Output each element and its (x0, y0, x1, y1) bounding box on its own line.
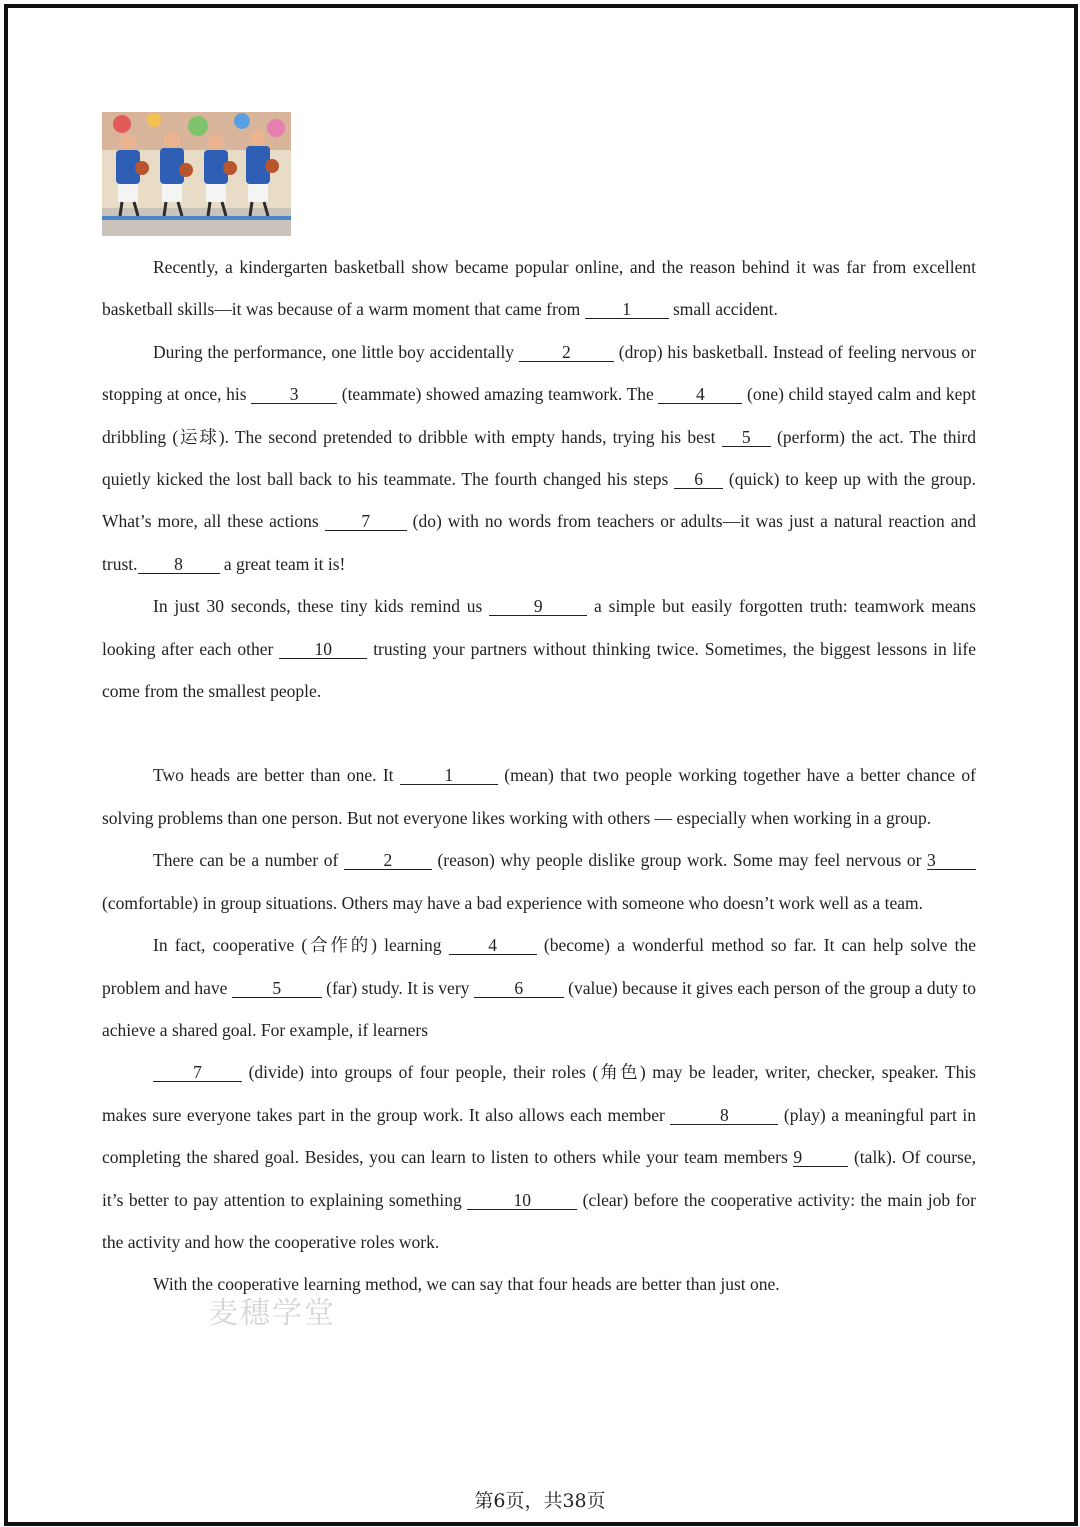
blank-2-5[interactable]: 5 (232, 979, 322, 998)
blank-2-10[interactable]: 10 (467, 1191, 577, 1210)
passage2-paragraph-4: 7 (divide) into groups of four people, their roles (角色) may be leader, writer, checker, speaker. This makes sure everyone takes part in the group work. It also allows each member 8 (play) a meaningful part in completing the shared goal. Besides, you can learn to listen to others while your team members 9 (talk). Of course, it’s better to pay attention to explaining something 10 (clear) before the cooperative activity: the main job for the activity and how the cooperative roles work. (102, 1062, 976, 1252)
blank-2-8[interactable]: 8 (670, 1106, 778, 1125)
blank-3[interactable]: 3 (251, 385, 337, 404)
watermark: 麦穗学堂 (208, 1296, 336, 1331)
blank-2-7[interactable]: 7 (153, 1063, 242, 1082)
blank-2-3[interactable]: 3 (927, 851, 976, 870)
blank-9[interactable]: 9 (489, 597, 587, 616)
blank-2-1[interactable]: 1 (400, 766, 498, 785)
passage2-paragraph-2: There can be a number of 2 (reason) why people dislike group work. Some may feel nervous or 3 (comfortable) in group situations. Others may have a bad experience with someone who doesn’t work well as a team. (102, 839, 976, 924)
blank-2-4[interactable]: 4 (449, 936, 537, 955)
blank-4[interactable]: 4 (658, 385, 742, 404)
exercise-text (102, 246, 976, 1306)
blank-2-2[interactable]: 2 (344, 851, 432, 870)
blank-5[interactable]: 5 (722, 428, 771, 447)
passage-separator (102, 712, 976, 754)
passage2-paragraph-3: In fact, cooperative (合作的) learning 4 (become) a wonderful method so far. It can help solve the problem and have 5 (far) study. It is very 6 (value) because it gives each person of the group a duty to achieve a shared goal. For example, if learners (102, 935, 976, 1040)
blank-1[interactable]: 1 (585, 300, 669, 319)
blank-10[interactable]: 10 (279, 640, 367, 659)
passage2-paragraph-5: With the cooperative learning method, we can say that four heads are better than just one. (153, 1274, 780, 1295)
blank-2-6[interactable]: 6 (474, 979, 564, 998)
passage2-paragraph-1: Two heads are better than one. It 1 (mean) that two people working together have a better chance of solving problems than one person. But not everyone likes working with others — especially when working in a group. (102, 765, 976, 828)
blank-7[interactable]: 7 (325, 512, 407, 531)
passage1-paragraph-2: During the performance, one little boy accidentally 2 (drop) his basketball. Instead of feeling nervous or stopping at once, his 3 (teammate) showed amazing teamwork. The 4 (one) child stayed calm and kept dribbling (运球). The second pretended to dribble with empty hands, trying his best 5 (perform) the act. The third quietly kicked the lost ball back to his teammate. The fourth changed his steps 6 (quick) to keep up with the group. What’s more, all these actions 7 (do) with no words from teachers or adults—it was just a natural reaction and trust. 8 a great team it is! (102, 341, 977, 574)
passage1-paragraph-1: Recently, a kindergarten basketball show became popular online, and the reason behind it was far from excellent basketball skills—it was because of a warm moment that came from 1 small accident. (102, 257, 976, 320)
blank-2[interactable]: 2 (519, 343, 614, 362)
blank-8[interactable]: 8 (138, 555, 220, 574)
blank-2-9[interactable]: 9 (793, 1148, 848, 1167)
passage1-paragraph-3: In just 30 seconds, these tiny kids remind us 9 a simple but easily forgotten truth: teamwork means looking after each other 10 trusting your partners without thinking twice. Sometimes, the biggest lessons in life come from the smallest people. (102, 596, 976, 702)
page-number: 第6页，共38页 (474, 1490, 606, 1512)
blank-6[interactable]: 6 (674, 470, 723, 489)
kids-basketball-photo (102, 112, 291, 236)
